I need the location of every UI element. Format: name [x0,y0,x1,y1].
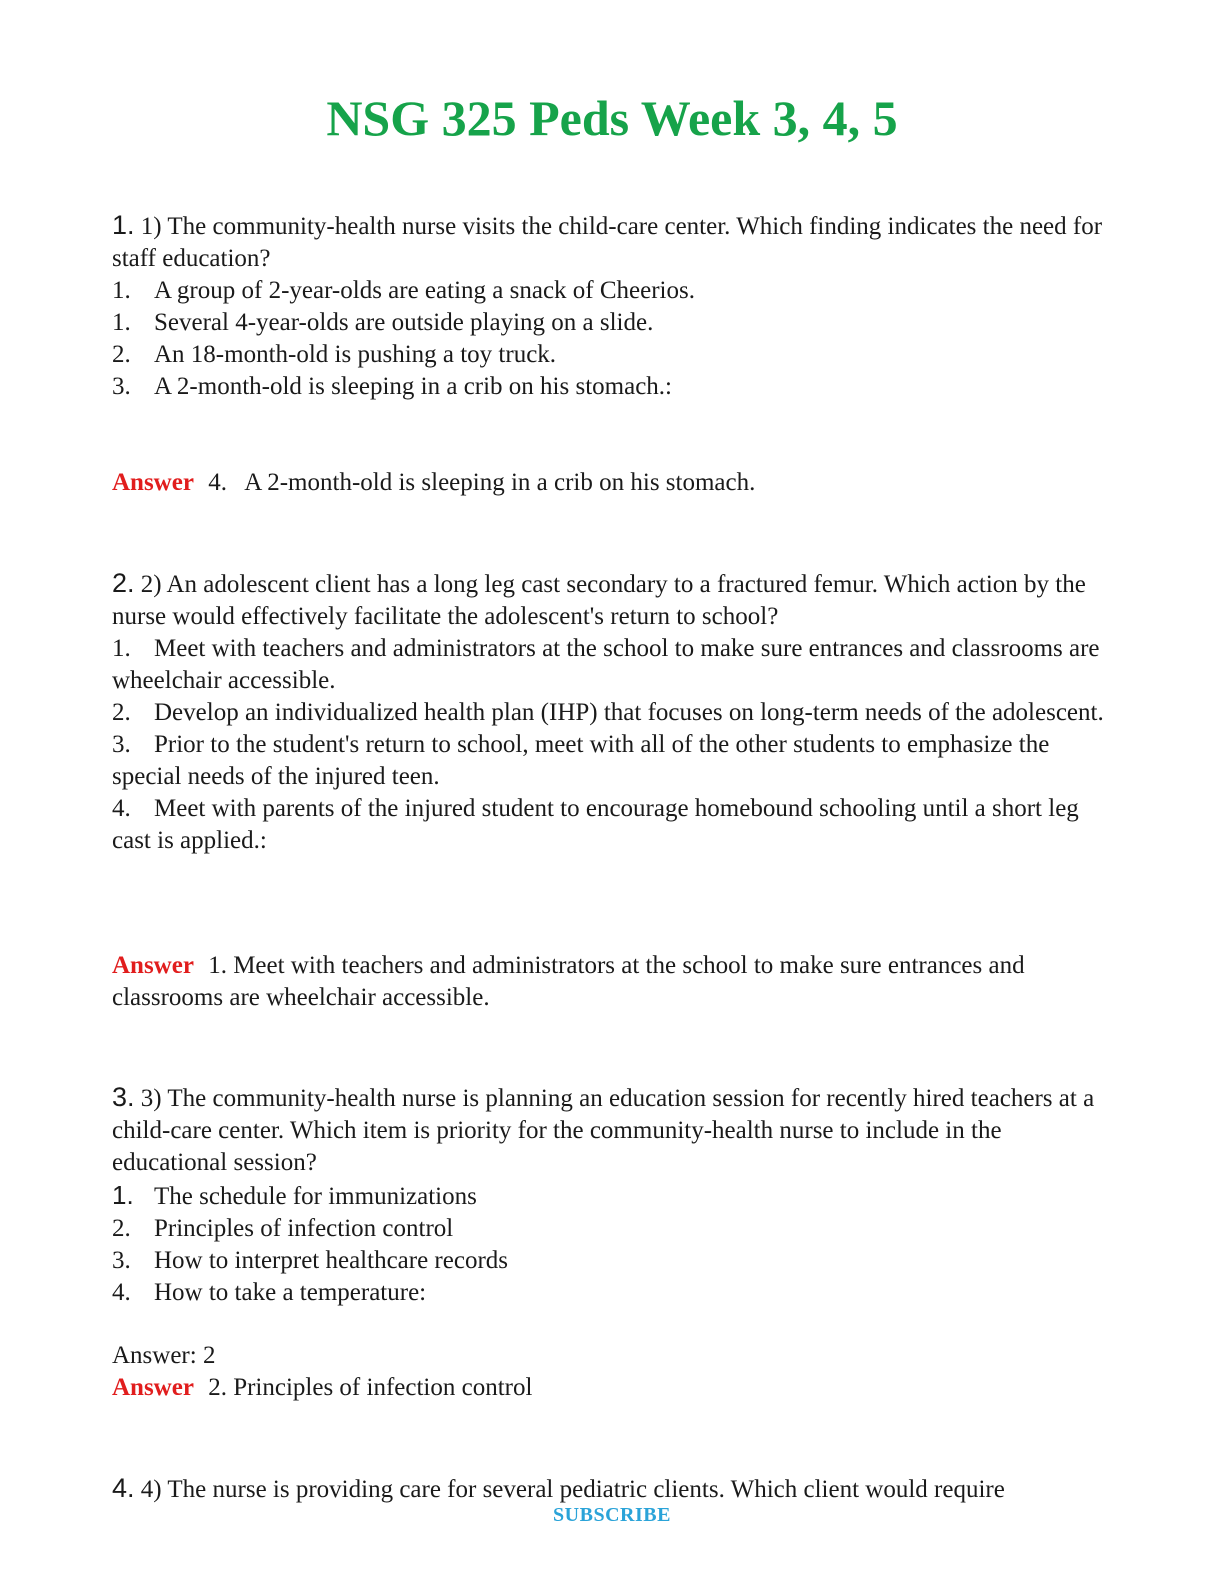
pre-answer-text: Answer: 2 [112,1342,216,1369]
answer-2 [112,950,1112,1014]
page-title: NSG 325 Peds Week 3, 4, 5 [326,90,898,146]
answer-text: 1. Meet with teachers and administrators at the school to make sure entrances and classrooms are wheelchair accessible. [112,952,1025,1011]
answer-1 [112,467,1112,499]
question-stem [112,1081,1112,1179]
option: 4. How to take a temperature: [112,1279,427,1306]
answer-label: Answer [112,952,194,979]
option: 3. A 2-month-old is sleeping in a crib on his stomach.: [112,373,672,400]
answer-label: Answer [112,469,194,496]
option: 3. How to interpret healthcare records [112,1247,509,1274]
answer-label: Answer [112,1374,194,1401]
question-2 [112,567,1112,857]
option: 1. Several 4-year-olds are outside playing on a slide. [112,309,654,336]
answer-text: 4. A 2-month-old is sleeping in a crib on his stomach. [208,469,756,496]
question-1 [112,209,1112,403]
question-4 [112,1472,1112,1506]
option: 2. An 18-month-old is pushing a toy truck. [112,341,557,368]
question-text: 4) The nurse is providing care for several pediatric clients. Which client would require [140,1476,1005,1503]
question-stem [112,209,1112,275]
option: 4. Meet with parents of the injured student to encourage homebound schooling until a short leg cast is applied.: [112,795,1079,854]
option: 1. The schedule for immunizations [112,1180,477,1210]
option: 3. Prior to the student's return to school, meet with all of the other students to emphasize the special needs of the injured teen. [112,731,1050,790]
subscribe-link[interactable]: SUBSCRIBE [553,1504,671,1526]
answer-3 [112,1340,1112,1404]
option: 1. Meet with teachers and administrators at the school to make sure entrances and classrooms are wheelchair accessible. [112,635,1100,694]
question-number: 4. [112,1473,135,1503]
question-number: 2. [112,568,135,598]
question-stem [112,567,1112,633]
question-number: 1. [112,210,135,240]
question-number: 3. [112,1082,135,1112]
question-text: 2) An adolescent client has a long leg cast secondary to a fractured femur. Which action by the nurse would effectively facilitate the adolescent's return to school? [112,571,1086,630]
question-3 [112,1081,1112,1309]
question-text: 3) The community-health nurse is planning an education session for recently hired teachers at a child-care center. Which item is priority for the community-health nurse to include in the educational session? [112,1085,1095,1176]
question-text: 1) The community-health nurse visits the child-care center. Which finding indicates the need for staff education? [112,213,1103,272]
answer-text: 2. Principles of infection control [208,1374,533,1401]
option: 2. Develop an individualized health plan (IHP) that focuses on long-term needs of the adolescent. [112,699,1104,726]
option: 2. Principles of infection control [112,1215,454,1242]
question-stem [112,1472,1112,1506]
option: 1. A group of 2-year-olds are eating a snack of Cheerios. [112,277,695,304]
